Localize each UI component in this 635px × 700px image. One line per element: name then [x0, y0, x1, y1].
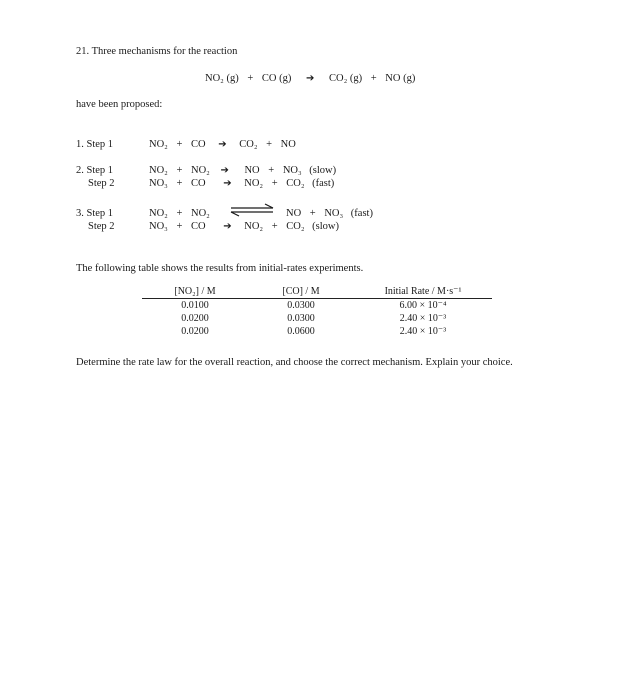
reaction-arrow-icon: ➔	[223, 178, 232, 189]
plus-sign: +	[176, 178, 183, 189]
mech3-step1-products	[286, 208, 373, 219]
rate-note: (slow)	[309, 165, 337, 176]
column-header: [NO₂] / M	[142, 286, 248, 299]
table-intro: The following table shows the results from initial-rates experiments.	[76, 263, 364, 274]
mech2-step1	[149, 165, 336, 176]
species: NO₃	[282, 165, 302, 176]
rate-note: (slow)	[312, 221, 339, 232]
plus-sign: +	[176, 221, 183, 232]
reaction-arrow-icon: ➔	[305, 73, 315, 84]
mech2-label-step1: 2. Step 1	[76, 165, 114, 176]
species: NO₃	[149, 221, 168, 232]
table-cell: 0.0600	[287, 326, 315, 337]
equilibrium-arrow-icon	[229, 203, 275, 217]
plus-sign: +	[176, 208, 183, 219]
rate-note: (fast)	[350, 208, 373, 219]
table-row	[142, 325, 492, 338]
table-cell: 2.40 × 10⁻³	[399, 313, 447, 324]
species: CO	[191, 221, 206, 232]
species: CO	[191, 139, 206, 150]
initial-rates-table	[142, 286, 492, 338]
table-cell: 0.0200	[181, 326, 209, 337]
plus-sign: +	[266, 139, 273, 150]
species: NO₂	[244, 178, 264, 189]
table-cell: 0.0200	[181, 313, 209, 324]
species: NO₂	[149, 165, 168, 176]
overall-reactant-1: NO₂ (g)	[205, 73, 239, 84]
species: CO	[191, 178, 206, 189]
species: NO₂	[244, 221, 264, 232]
column-header: [CO] / M	[248, 286, 354, 299]
overall-reaction	[205, 73, 415, 84]
proposed-text: have been proposed:	[76, 99, 163, 110]
plus-sign: +	[370, 73, 377, 84]
plus-sign: +	[176, 165, 183, 176]
mech3-step2	[149, 221, 339, 232]
plus-sign: +	[247, 73, 254, 84]
rate-note: (fast)	[312, 178, 335, 189]
table-cell: 2.40 × 10⁻³	[399, 326, 447, 337]
table-cell: 0.0300	[287, 313, 315, 324]
reaction-arrow-icon: ➔	[218, 139, 227, 150]
plus-sign: +	[271, 221, 278, 232]
species: NO	[280, 139, 296, 150]
overall-product-2: NO (g)	[385, 73, 416, 84]
mech1-label: 1. Step 1	[76, 139, 114, 150]
species: NO₂	[149, 208, 168, 219]
plus-sign: +	[176, 139, 183, 150]
table-header-row	[142, 286, 492, 299]
mech3-label-step1: 3. Step 1	[76, 208, 114, 219]
table-cell: 6.00 × 10⁻⁴	[399, 300, 447, 311]
question-prompt: Determine the rate law for the overall reaction, and choose the correct mechanism. Explain your choice.	[76, 357, 513, 368]
plus-sign: +	[271, 178, 278, 189]
mech2-step2	[149, 178, 334, 189]
plus-sign: +	[309, 208, 316, 219]
table-cell: 0.0300	[287, 300, 315, 311]
overall-reactant-2: CO (g)	[261, 73, 292, 84]
species: NO	[286, 208, 302, 219]
mech3-step1	[149, 208, 210, 219]
reaction-arrow-icon: ➔	[223, 221, 232, 232]
question-intro: Three mechanisms for the reaction	[91, 46, 238, 57]
question-number: 21.	[76, 46, 90, 57]
reaction-arrow-icon: ➔	[220, 165, 229, 176]
species: NO₂	[191, 208, 210, 219]
species: CO₂	[286, 221, 305, 232]
species: NO₃	[149, 178, 168, 189]
question-header	[76, 46, 237, 57]
species: NO	[244, 165, 260, 176]
mech2-label-step2: Step 2	[88, 178, 115, 189]
plus-sign: +	[268, 165, 275, 176]
species: CO₂	[286, 178, 305, 189]
column-header: Initial Rate / M·s⁻¹	[354, 286, 492, 299]
table-cell: 0.0100	[181, 300, 209, 311]
species: NO₃	[324, 208, 344, 219]
mech1-step1	[149, 139, 296, 150]
table-row	[142, 299, 492, 313]
table-row	[142, 312, 492, 325]
overall-product-1: CO₂ (g)	[328, 73, 363, 84]
species: NO₂	[149, 139, 168, 150]
mech3-label-step2: Step 2	[88, 221, 115, 232]
species: NO₂	[191, 165, 210, 176]
species: CO₂	[239, 139, 258, 150]
